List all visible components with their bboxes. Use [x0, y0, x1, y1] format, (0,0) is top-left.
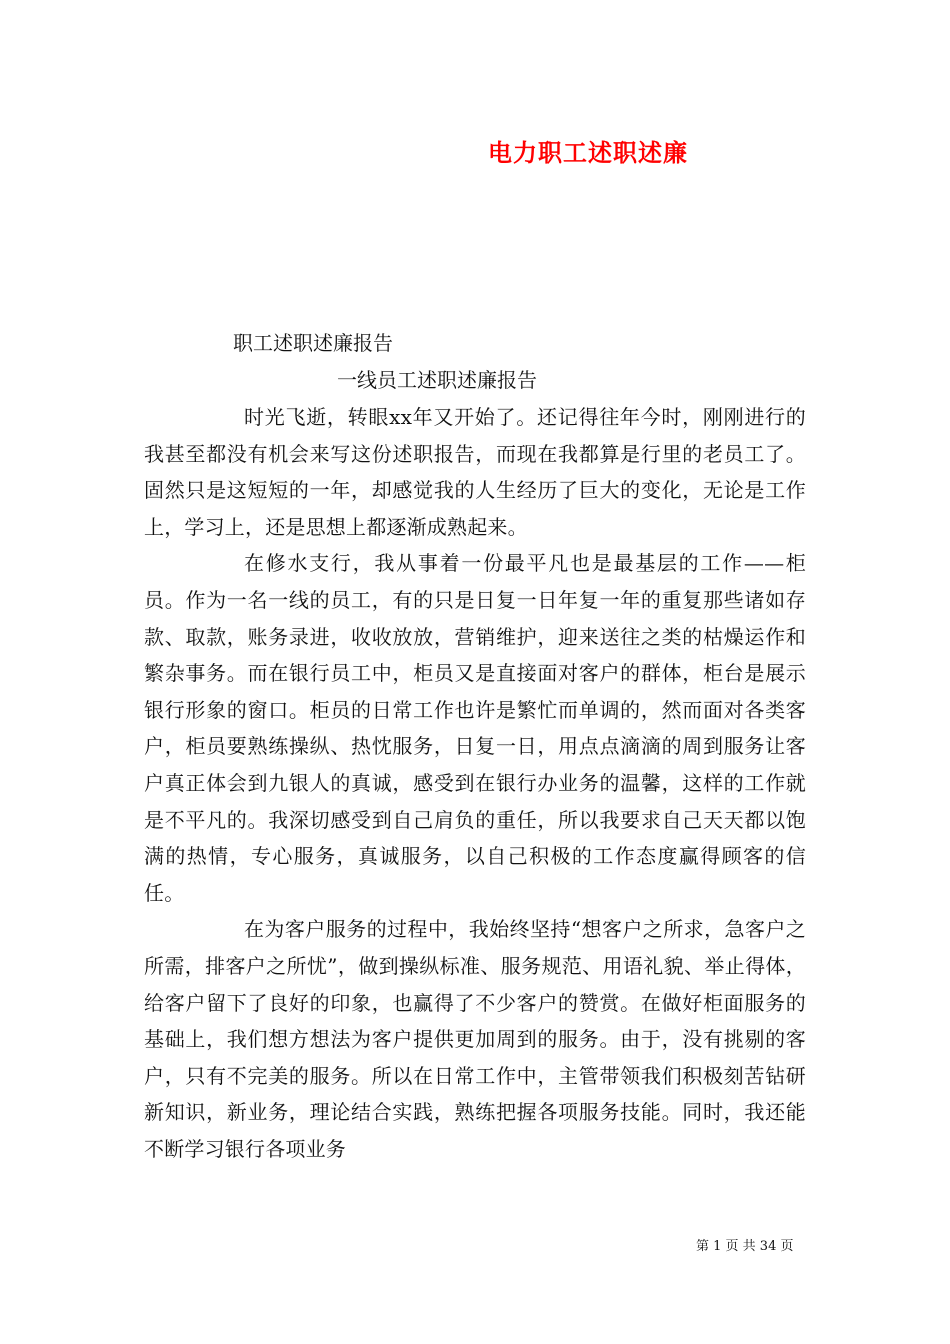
- body-paragraph: 在为客户服务的过程中，我始终坚持“想客户之所求，急客户之所需，排客户之所忧”，做到操纵标准、服务规范、用语礼貌、举止得体，给客户留下了良好的印象，也赢得了不少客户的赞赏。在做好柜面服务的基础上，我们想方想法为客户提供更加周到的服务。由于，没有挑剔的客户，只有不完美的服务。所以在日常工作中，主管带领我们积极刻苦钻研新知识，新业务，理论结合实践，熟练把握各项服务技能。同时，我还能不断学习银行各项业务: [144, 917, 806, 1161]
- report-subheading: 一线员工述职述廉报告: [337, 368, 537, 392]
- body-paragraph: 在修水支行，我从事着一份最平凡也是最基层的工作——柜员。作为一名一线的员工，有的只是日复一日年复一年的重复那些诸如存款、取款，账务录进，收收放放，营销维护，迎来送往之类的枯燥运作和繁杂事务。而在银行员工中，柜员又是直接面对客户的群体，柜台是展示银行形象的窗口。柜员的日常工作也许是繁忙而单调的，然而面对各类客户，柜员要熟练操纵、热忱服务，日复一日，用点点滴滴的周到服务让客户真正体会到九银人的真诚，感受到在银行办业务的温馨，这样的工作就是不平凡的。我深切感受到自己肩负的重任，所以我要求自己天天都以饱满的热情，专心服务，真诚服务，以自己积极的工作态度赢得顾客的信任。: [144, 551, 806, 905]
- body-paragraph: 时光飞逝，转眼xx年又开始了。还记得往年今时，刚刚进行的我甚至都没有机会来写这份述职报告，而现在我都算是行里的老员工了。固然只是这短短的一年，却感觉我的人生经历了巨大的变化，无论是工作上，学习上，还是思想上都逐渐成熟起来。: [144, 405, 806, 539]
- page-number-footer: 第 1 页 共 34 页: [696, 1239, 794, 1254]
- document-body: [144, 399, 806, 1167]
- document-title: 电力职工述职述廉: [488, 138, 688, 167]
- report-heading: 职工述职述廉报告: [233, 331, 393, 355]
